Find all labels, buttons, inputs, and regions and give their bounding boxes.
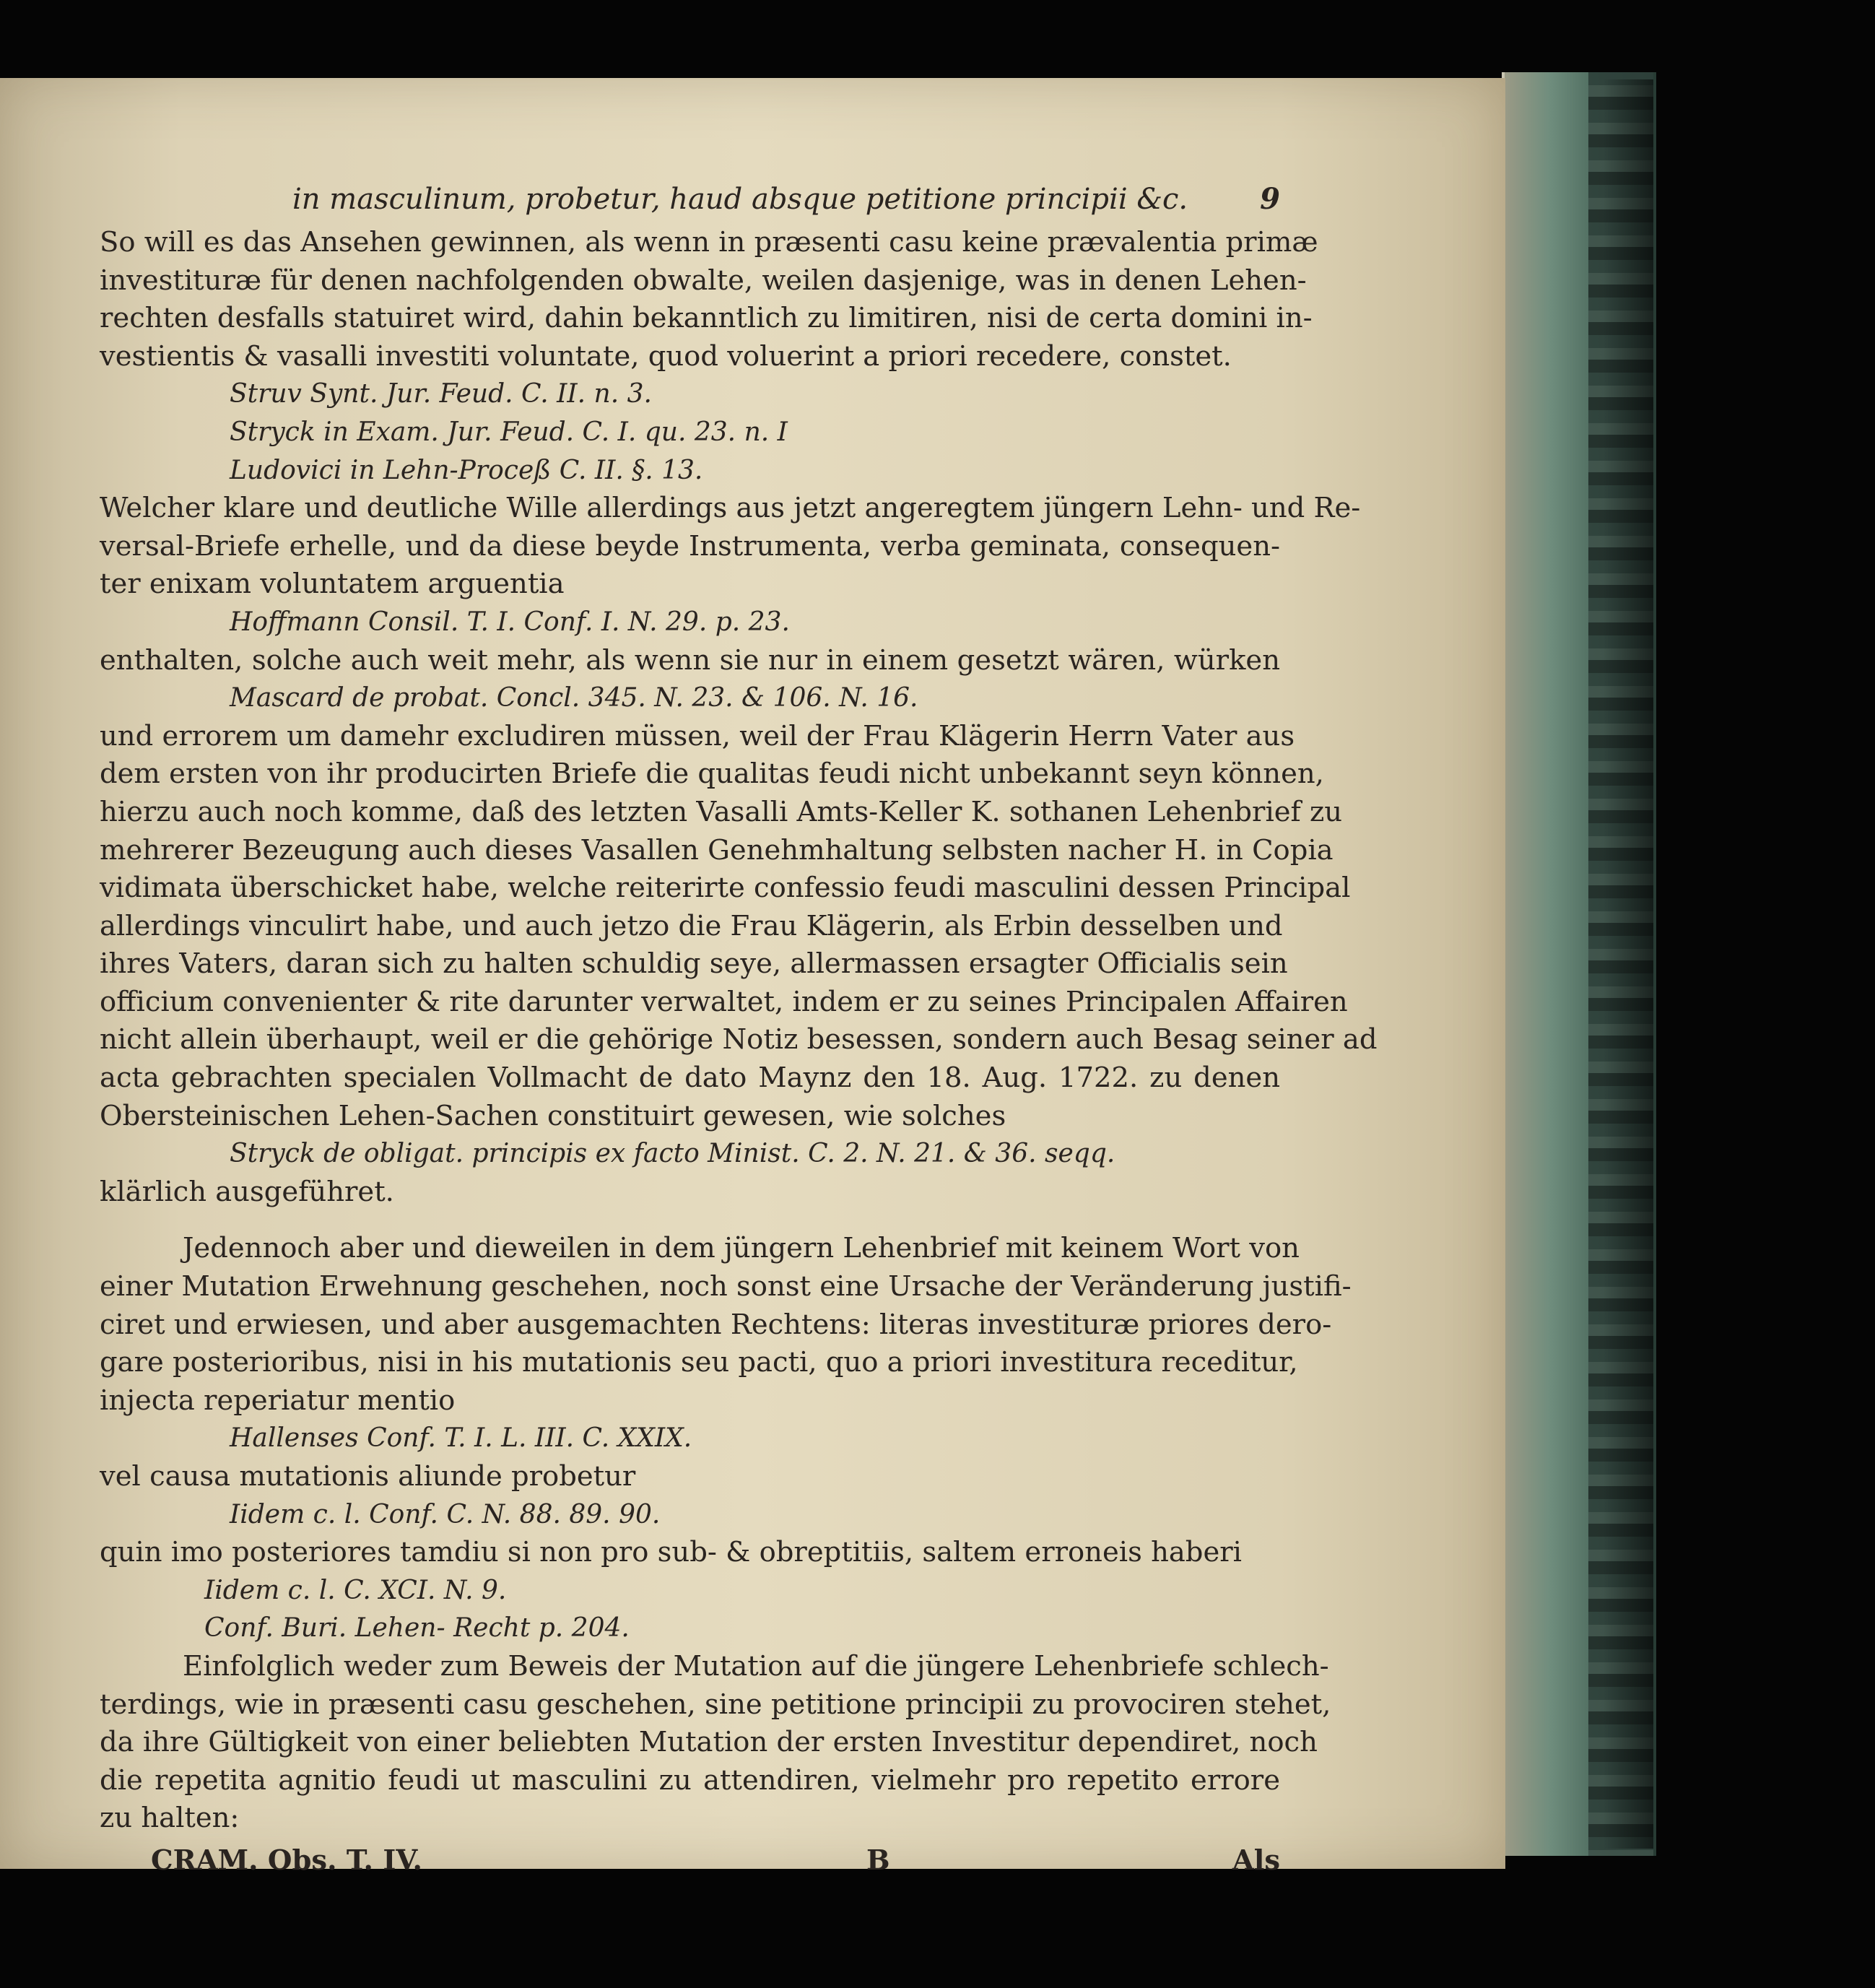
text-line: officium convenienter & rite darunter verwaltet, indem er zu seines Principalen Affairen <box>100 985 1348 1018</box>
text-line: mehrerer Bezeugung auch dieses Vasallen Genehmhaltung selbsten nacher H. in Copia <box>100 833 1334 867</box>
text-line: die repetita agnitio feudi ut masculini zu attendiren, vielmehr pro repetito errore <box>100 1763 1280 1797</box>
text-line: dem ersten von ihr producirten Briefe die qualitas feudi nicht unbekannt seyn können, <box>100 758 1324 791</box>
text-line: und errorem um damehr excludiren müssen, weil der Frau Klägerin Herrn Vater aus <box>100 719 1295 752</box>
citation-line: Iidem c. l. C. XCI. N. 9. <box>204 1575 507 1605</box>
text-line: zu halten: <box>100 1802 240 1835</box>
gathering-letter: B <box>866 1844 890 1877</box>
text-line: nicht allein überhaupt, weil er die gehörige Notiz besessen, sondern auch Besag seiner ad <box>100 1023 1378 1056</box>
text-line: allerdings vinculirt habe, und auch jetzo die Frau Klägerin, als Erbin desselben und <box>100 909 1283 942</box>
text-line: gare posterioribus, nisi in his mutationis seu pacti, quo a priori investitura receditur, <box>100 1346 1298 1379</box>
text-line: Obersteinischen Lehen-Sachen constituirt gewesen, wie solches <box>100 1099 1006 1132</box>
book-page <box>0 78 1505 1877</box>
text-line: enthalten, solche auch weit mehr, als wenn sie nur in einem gesetzt wären, würken <box>100 643 1280 677</box>
citation-line: Struv Synt. Jur. Feud. C. II. n. 3. <box>230 379 652 409</box>
catchword: Als <box>1232 1844 1280 1877</box>
page-text-block <box>100 181 1378 1885</box>
text-line: versal-Briefe erhelle, und da diese beyde Instrumenta, verba geminata, consequen- <box>100 529 1280 563</box>
text-line: quin imo posteriores tamdiu si non pro sub- & obreptitiis, saltem erroneis haberi <box>100 1536 1242 1569</box>
running-header <box>100 181 1280 224</box>
citation-line: Hoffmann Consil. T. I. Conf. I. N. 29. p. 23. <box>230 607 790 637</box>
text-line: So will es das Ansehen gewinnen, als wenn in præsenti casu keine prævalentia primæ <box>100 226 1318 259</box>
citation-line: Iidem c. l. Conf. C. N. 88. 89. 90. <box>230 1499 661 1529</box>
body-text <box>100 224 1378 1838</box>
text-line: vestientis & vasalli investiti voluntate, quod voluerint a priori recedere, constet. <box>100 339 1232 373</box>
citation-line: Stryck in Exam. Jur. Feud. C. I. qu. 23. n. I <box>230 417 788 447</box>
citation-line: Mascard de probat. Concl. 345. N. 23. & 106. N. 16. <box>230 683 918 713</box>
citation-line: Hallenses Conf. T. I. L. III. C. XXIX. <box>230 1423 692 1454</box>
text-line: investituræ für denen nachfolgenden obwalte, weilen dasjenige, was in denen Lehen- <box>100 264 1307 297</box>
spine-shadow <box>1603 79 1653 1849</box>
text-line: da ihre Gültigkeit von einer beliebten Mutation der ersten Investitur dependiret, noch <box>100 1726 1318 1759</box>
text-line: rechten desfalls statuiret wird, dahin bekanntlich zu limitiren, nisi de certa domini in- <box>100 302 1313 335</box>
text-line: vidimata überschicket habe, welche reiterirte confessio feudi masculini dessen Principal <box>100 872 1351 905</box>
text-line: ihres Vaters, daran sich zu halten schuldig seye, allermassen ersagter Officialis sein <box>100 947 1288 981</box>
text-line: Jedennoch aber und dieweilen in dem jüngern Lehenbrief mit keinem Wort von <box>183 1232 1300 1265</box>
citation-line: Stryck de obligat. principis ex facto Minist. C. 2. N. 21. & 36. seqq. <box>230 1139 1115 1169</box>
text-line: terdings, wie in præsenti casu geschehen, sine petitione principii zu provociren stehet, <box>100 1688 1331 1721</box>
text-line <box>100 1211 1280 1230</box>
text-line: ter enixam voluntatem arguentia <box>100 568 565 601</box>
text-line: Welcher klare und deutliche Wille allerdings aus jetzt angeregtem jüngern Lehn- und Re- <box>100 492 1361 525</box>
text-line: injecta reperiatur mentio <box>100 1384 456 1417</box>
running-title: in masculinum, probetur, haud absque petitione principii &c. <box>292 183 1188 216</box>
signature-mark: CRAM. Obs. T. IV. <box>151 1844 422 1877</box>
text-line: ciret und erwiesen, und aber ausgemachten Rechtens: literas investituræ priores dero- <box>100 1308 1332 1341</box>
text-line: Einfolglich weder zum Beweis der Mutation auf die jüngere Lehenbriefe schlech- <box>183 1649 1329 1683</box>
citation-line: Ludovici in Lehn-Proceß C. II. §. 13. <box>230 455 703 485</box>
text-line: hierzu auch noch komme, daß des letzten Vasalli Amts-Keller K. sothanen Lehenbrief zu <box>100 795 1343 828</box>
citation-line: Conf. Buri. Lehen- Recht p. 204. <box>204 1613 630 1644</box>
text-line: acta gebrachten specialen Vollmacht de dato Maynz den 18. Aug. 1722. zu denen <box>100 1062 1280 1095</box>
text-line: einer Mutation Erwehnung geschehen, noch sonst eine Ursache der Veränderung justifi- <box>100 1270 1352 1303</box>
page-footer <box>100 1842 1280 1885</box>
text-line: klärlich ausgeführet. <box>100 1175 394 1208</box>
text-line: vel causa mutationis aliunde probetur <box>100 1460 636 1493</box>
page-number: 9 <box>1260 182 1280 216</box>
